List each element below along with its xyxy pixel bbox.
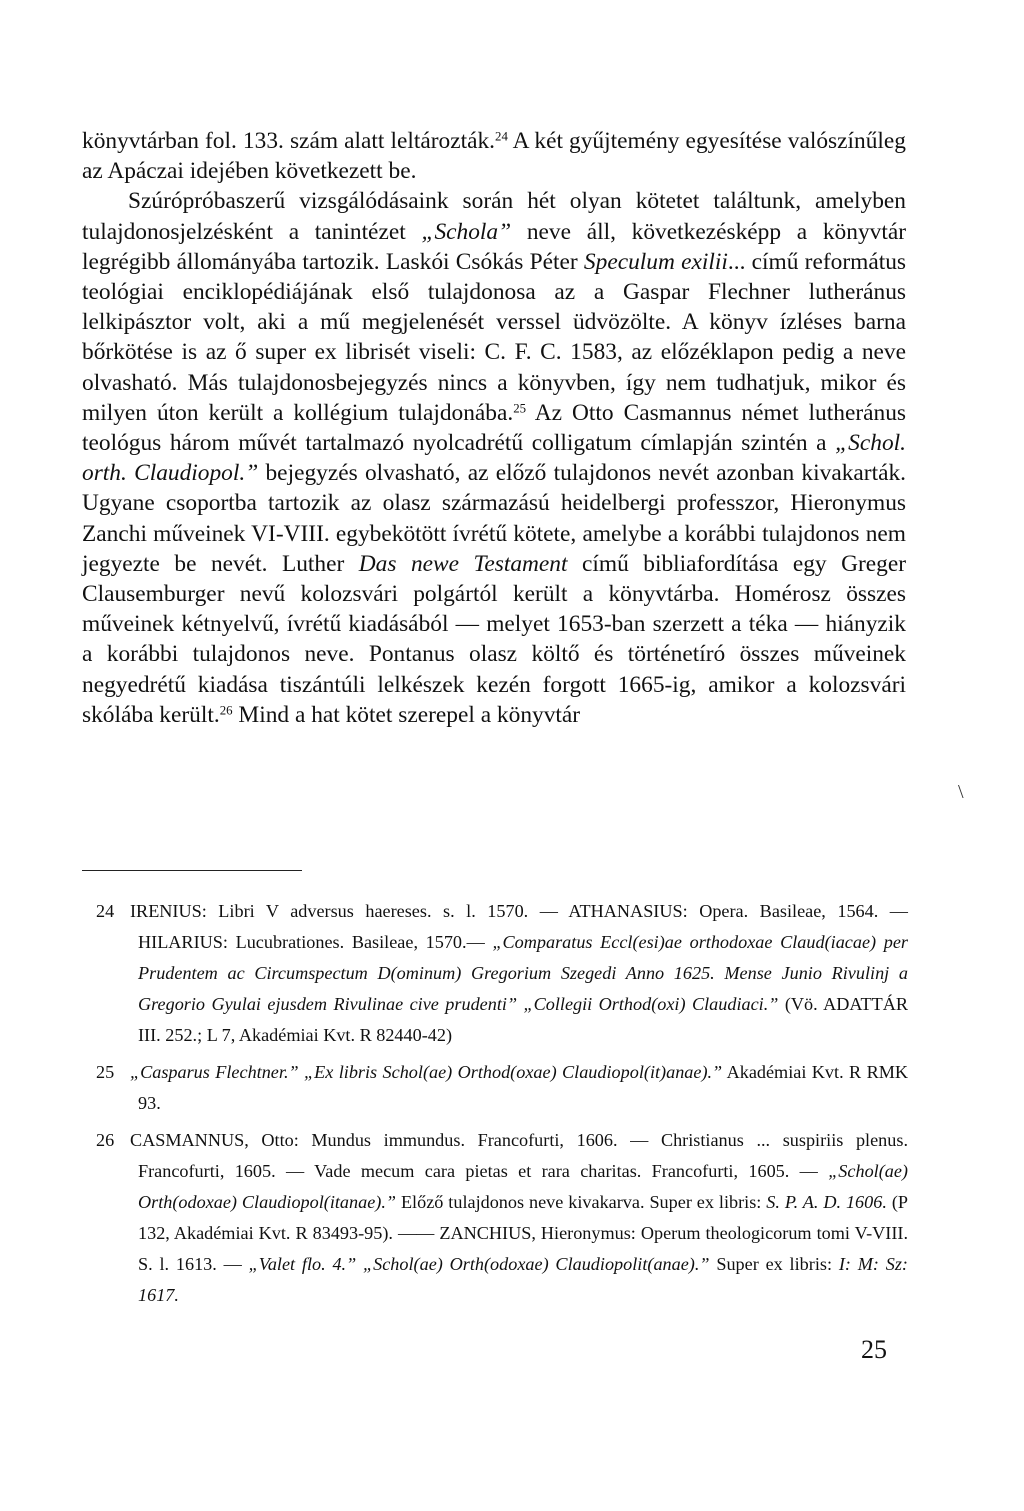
paragraph-1: [82, 126, 906, 186]
footnote-ref-25: 25: [513, 401, 527, 416]
text-run: Előző tulajdonos neve kivakarva. Super ex libris:: [396, 1192, 767, 1212]
text-run: Az Otto Casmannus német lutheránus teológus három művét tartalmazó nyolcadrétű colligatum címlapján szintén a: [82, 399, 906, 457]
text-run: CASMANNUS, Otto: Mundus immundus. Francofurti, 1606. — Christianus ... suspiriis plenus. Francofurti, 1605. — Vade mecum cara pietas et rara charitas. Francofurti, 1605. —: [130, 1130, 908, 1181]
italic-run: „Schol(ae) Orth(odoxae) Claudiopol(itanae).”: [138, 1161, 908, 1212]
italic-run: „Schola”: [421, 218, 512, 245]
italic-run: Das newe Testament: [358, 550, 568, 577]
text-run: (Vö. ADATTÁR III. 252.; L 7, Akadémiai Kvt. R 82440-42): [138, 994, 908, 1045]
text-run: Akadémiai Kvt. R RMK 93.: [138, 1062, 909, 1113]
footnote-ref-26: 26: [219, 703, 233, 718]
page-number: 25: [861, 1335, 887, 1364]
text-run: című bibliafordítása egy Greger Clausemburger nevű kolozsvári polgártól került a könyvtárba. Homérosz összes műveinek kétnyelvű, ívrétű kiadásából — melyet 1653-ban szerzett a téka — hiányzik a korábbi tulajdonos neve. Pontanus olasz költő és történetíró összes műveinek negyedrétű kiadása tiszántúli lelkészek kezén forgott 1665-ig, amikor a kolozsvári skólába került.: [82, 550, 907, 728]
text-run: Szúrópróbaszerű vizsgálódásaink során hét olyan kötetet találtunk, amelyben tulajdonosjelzésként a tanintézet: [82, 188, 906, 245]
paragraph-2: [82, 186, 906, 730]
text-run: A két gyűjtemény egyesítése valószínűleg az Apáczai idejében következett be.: [82, 128, 906, 185]
text-run: Mind a hat kötet szerepel a könyvtár: [232, 701, 581, 728]
footnotes: [96, 896, 908, 1317]
footnote-number: 26: [96, 1130, 115, 1150]
italic-run: „Comparatus Eccl(esi)ae orthodoxae Claud(iacae) per Prudentem ac Circumspectum D(ominum) Gregorium Szegedi Anno 1625. Mense Junio Rivulinj a Gregorio Gyulai ejusdem Rivulinae cive prudenti” „Collegii Orthod(oxi) Claudiaci.”: [138, 932, 908, 1014]
text-run: könyvtárban fol. 133. szám alatt leltározták.: [82, 128, 496, 154]
footnote-separator: [82, 870, 302, 871]
italic-run: Speculum exilii: [583, 248, 728, 275]
footnote-25: [96, 1057, 908, 1119]
italic-run: I: M: Sz: 1617.: [138, 1254, 908, 1305]
footnote-26: [96, 1125, 908, 1311]
text-run: IRENIUS: Libri V adversus haereses. s. l. 1570. — ATHANASIUS: Opera. Basileae, 1564. — HILARIUS: Lucubrationes. Basileae, 1570.—: [130, 901, 908, 952]
italic-run: „Casparus Flechtner.” „Ex libris Schol(ae) Orthod(oxae) Claudiopol(it)anae).”: [130, 1062, 723, 1082]
stray-mark: \: [958, 781, 964, 803]
italic-run: „Valet flo. 4.” „Schol(ae) Orth(odoxae) Claudiopolit(anae).”: [248, 1254, 710, 1274]
footnote-number: 24: [96, 901, 115, 921]
text-run: Super ex libris:: [709, 1254, 839, 1274]
main-text: [82, 126, 906, 730]
text-run: neve áll, következésképp a könyvtár legrégibb állományába tartozik. Laskói Csókás Péter: [82, 218, 907, 275]
text-run: bejegyzés olvasható, az előző tulajdonos nevét azonban kivakarták. Ugyane csoportba tartozik az olasz származású heidelbergi professzor, Hieronymus Zanchi műveinek VI-VIII. egybekötött ívrétű kötete, amelybe a korábbi tulajdonos nem jegyezte be nevét. Luther: [82, 460, 906, 577]
italic-run: S. P. A. D. 1606.: [766, 1192, 887, 1212]
footnote-number: 25: [96, 1062, 115, 1082]
text-run: ... című református teológiai enciklopédiájának első tulajdonosa az a Gaspar Flechner lutheránus lelkipásztor volt, aki a mű megjelenését verssel üdvözölte. A könyv ízléses barna bőrkötése is az ő super ex librisét viseli: C. F. C. 1583, az előzéklapon pedig a neve olvasható. Más tulajdonosbejegyzés nincs a könyvben, így nem tudhatjuk, mikor és milyen úton került a kollégium tulajdonába.: [82, 248, 907, 426]
footnote-24: [96, 896, 908, 1051]
italic-run: „Schol. orth. Claudiopol.”: [82, 430, 906, 487]
text-run: (P 132, Akadémiai Kvt. R 83493-95). —— ZANCHIUS, Hieronymus: Operum theologicorum tomi V-VIII. S. l. 1613. —: [138, 1192, 908, 1274]
footnote-ref-24: 24: [495, 129, 508, 144]
